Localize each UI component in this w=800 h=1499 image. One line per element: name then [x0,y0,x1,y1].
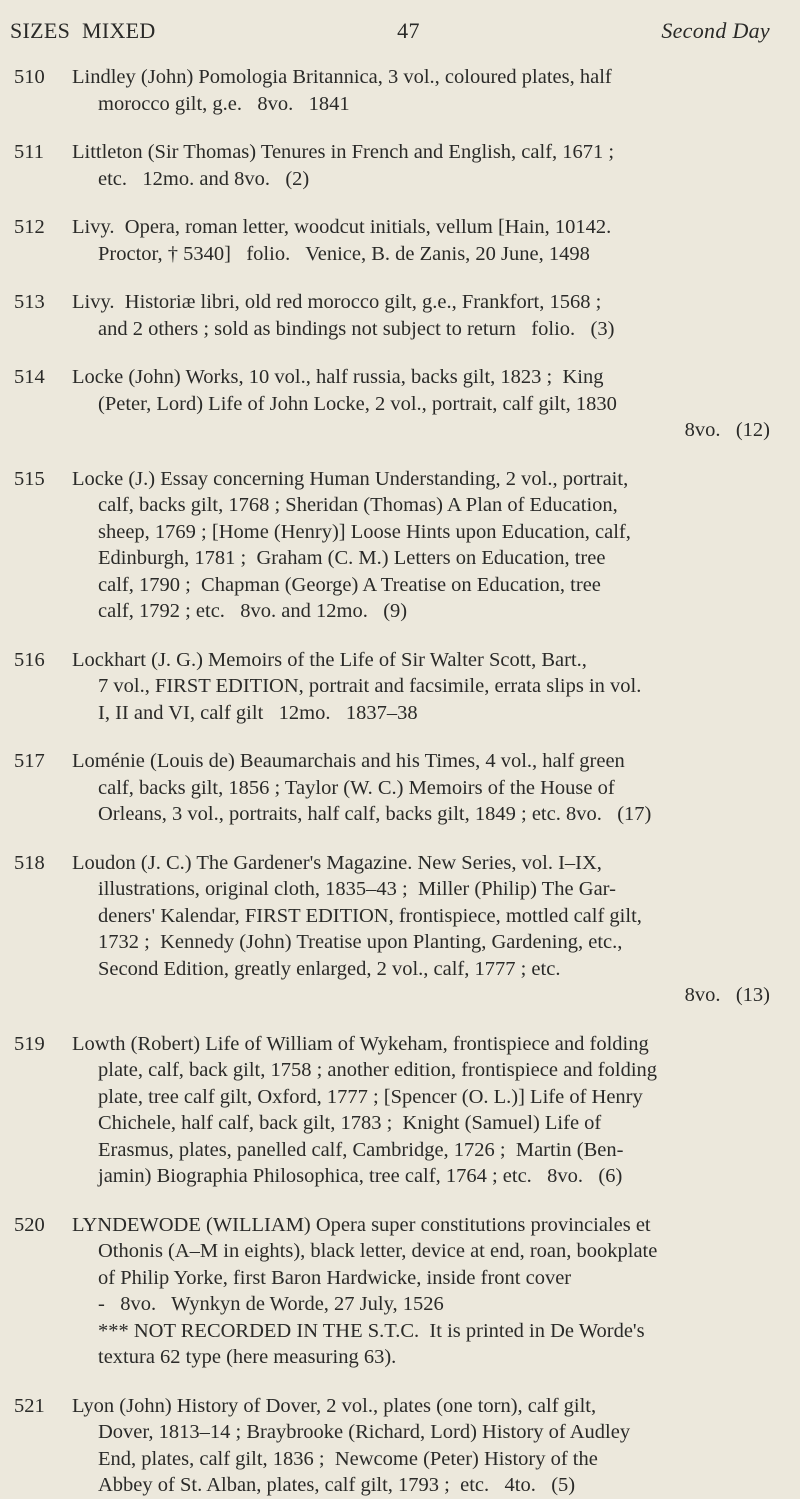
lot-entry [10,289,770,342]
lot-line: plate, tree calf gilt, Oxford, 1777 ; [Spencer (O. L.)] Life of Henry [98,1085,643,1108]
lot-line: Dover, 1813–14 ; Braybrooke (Richard, Lord) History of Audley [98,1421,631,1443]
page-header [10,18,770,44]
lot-entry [10,748,770,828]
lot-entry [10,1212,770,1371]
lot-entry [10,850,770,1009]
lot-description [72,466,770,625]
lot-line: Locke (John) Works, 10 vol., half russia, backs gilt, 1823 ; King [72,366,604,388]
lot-number: 513 [14,291,45,313]
lot-line: sheep, 1769 ; [Home (Henry)] Loose Hints upon Education, calf, [98,520,631,543]
lot-line: Orleans, 3 vol., portraits, half calf, backs gilt, 1849 ; etc. 8vo. (17) [98,803,652,825]
lot-line: Littleton (Sir Thomas) Tenures in French and English, calf, 1671 ; [72,141,615,163]
lot-description [72,64,770,117]
lot-description [72,1212,770,1371]
lot-number: 517 [14,750,45,772]
lot-description [72,1393,770,1499]
lot-line: Second Edition, greatly enlarged, 2 vol., calf, 1777 ; etc. [98,957,561,980]
lot-line: etc. 12mo. and 8vo. (2) [98,167,310,190]
lot-line: Loudon (J. C.) The Gardener's Magazine. New Series, vol. I–IX, [72,851,602,874]
lot-line: deners' Kalendar, FIRST EDITION, frontispiece, mottled calf gilt, [98,904,642,927]
lot-number: 519 [14,1032,45,1055]
lot-line: (Peter, Lord) Life of John Locke, 2 vol., portrait, calf gilt, 1830 [98,392,617,415]
lot-description [72,139,770,192]
lot-description [72,748,770,828]
lot-number: 510 [14,66,45,88]
lot-line: 8vo. (12) [684,419,770,441]
lot-line: Othonis (A–M in eights), black letter, device at end, roan, bookplate [98,1240,658,1262]
lot-line: illustrations, original cloth, 1835–43 ; Miller (Philip) The Gar- [98,878,616,900]
lot-line: Lockhart (J. G.) Memoirs of the Life of Sir Walter Scott, Bart., [72,648,587,671]
lot-line: Chichele, half calf, back gilt, 1783 ; Knight (Samuel) Life of [98,1112,602,1134]
lot-description [72,364,770,444]
lot-line: LYNDEWODE (WILLIAM) Opera super constitutions provinciales et [72,1213,651,1236]
lot-line: Lindley (John) Pomologia Britannica, 3 vol., coloured plates, half [72,66,612,88]
lot-line: Loménie (Louis de) Beaumarchais and his Times, 4 vol., half green [72,750,625,772]
lot-line: calf, 1790 ; Chapman (George) A Treatise on Education, tree [98,573,601,596]
page-number: 47 [397,18,420,43]
lot-line: of Philip Yorke, first Baron Hardwicke, inside front cover [98,1266,572,1289]
lot-number: 514 [14,366,45,388]
lot-number: 515 [14,467,45,490]
lot-line: morocco gilt, g.e. 8vo. 1841 [98,92,350,115]
lot-line: jamin) Biographia Philosophica, tree calf, 1764 ; etc. 8vo. (6) [98,1165,623,1187]
lot-line: calf, 1792 ; etc. 8vo. and 12mo. (9) [98,600,408,622]
lot-line: Lyon (John) History of Dover, 2 vol., plates (one torn), calf gilt, [72,1394,597,1417]
header-day: Second Day [661,18,770,43]
lot-line: plate, calf, back gilt, 1758 ; another edition, frontispiece and folding [98,1059,658,1081]
lot-entry [10,466,770,625]
lot-line: Livy. Opera, roman letter, woodcut initials, vellum [Hain, 10142. [72,216,612,238]
lot-description [72,214,770,267]
lot-line: calf, backs gilt, 1768 ; Sheridan (Thomas) A Plan of Education, [98,494,618,516]
lot-line: and 2 others ; sold as bindings not subject to return folio. (3) [98,317,615,340]
lot-line: Edinburgh, 1781 ; Graham (C. M.) Letters on Education, tree [98,547,606,569]
lot-line: calf, backs gilt, 1856 ; Taylor (W. C.) Memoirs of the House of [98,776,615,799]
lot-line: Abbey of St. Alban, plates, calf gilt, 1793 ; etc. 4to. (5) [98,1474,576,1496]
header-sizes: SIZES [10,18,71,43]
lot-number: 518 [14,851,45,874]
lot-line: 8vo. (13) [684,984,770,1006]
lot-line: 1732 ; Kennedy (John) Treatise upon Planting, Gardening, etc., [98,931,623,953]
lot-description [72,1031,770,1190]
lot-description [72,289,770,342]
lot-line: I, II and VI, calf gilt 12mo. 1837–38 [98,701,418,724]
lot-entry [10,1031,770,1190]
lot-entry [10,139,770,192]
lot-number: 511 [14,141,44,163]
lot-line: 7 vol., FIRST EDITION, portrait and facsimile, errata slips in vol. [98,675,642,697]
lot-line: textura 62 type (here measuring 63). [98,1346,397,1368]
lot-line: Lowth (Robert) Life of William of Wykeham, frontispiece and folding [72,1032,649,1055]
lot-line: *** NOT RECORDED IN THE S.T.C. It is printed in De Worde's [98,1319,645,1342]
lot-entry [10,364,770,444]
lot-line: End, plates, calf gilt, 1836 ; Newcome (Peter) History of the [98,1447,598,1470]
lot-line: Locke (J.) Essay concerning Human Understanding, 2 vol., portrait, [72,467,629,490]
lot-description [72,850,770,1009]
lot-entry [10,1393,770,1499]
lot-entry [10,214,770,267]
lot-number: 520 [14,1213,45,1236]
lot-line: - 8vo. Wynkyn de Worde, 27 July, 1526 [98,1293,444,1315]
lot-entry [10,647,770,727]
lot-list [10,64,770,1499]
lot-line: Livy. Historiæ libri, old red morocco gilt, g.e., Frankfort, 1568 ; [72,291,602,313]
lot-entry [10,64,770,117]
lot-number: 512 [14,216,45,238]
lot-description [72,647,770,727]
lot-number: 521 [14,1394,45,1417]
lot-line: Proctor, † 5340] folio. Venice, B. de Zanis, 20 June, 1498 [98,242,590,265]
lot-number: 516 [14,648,45,671]
lot-line: Erasmus, plates, panelled calf, Cambridge, 1726 ; Martin (Ben- [98,1138,624,1161]
header-mixed: MIXED [82,18,156,43]
header-left [10,18,156,44]
